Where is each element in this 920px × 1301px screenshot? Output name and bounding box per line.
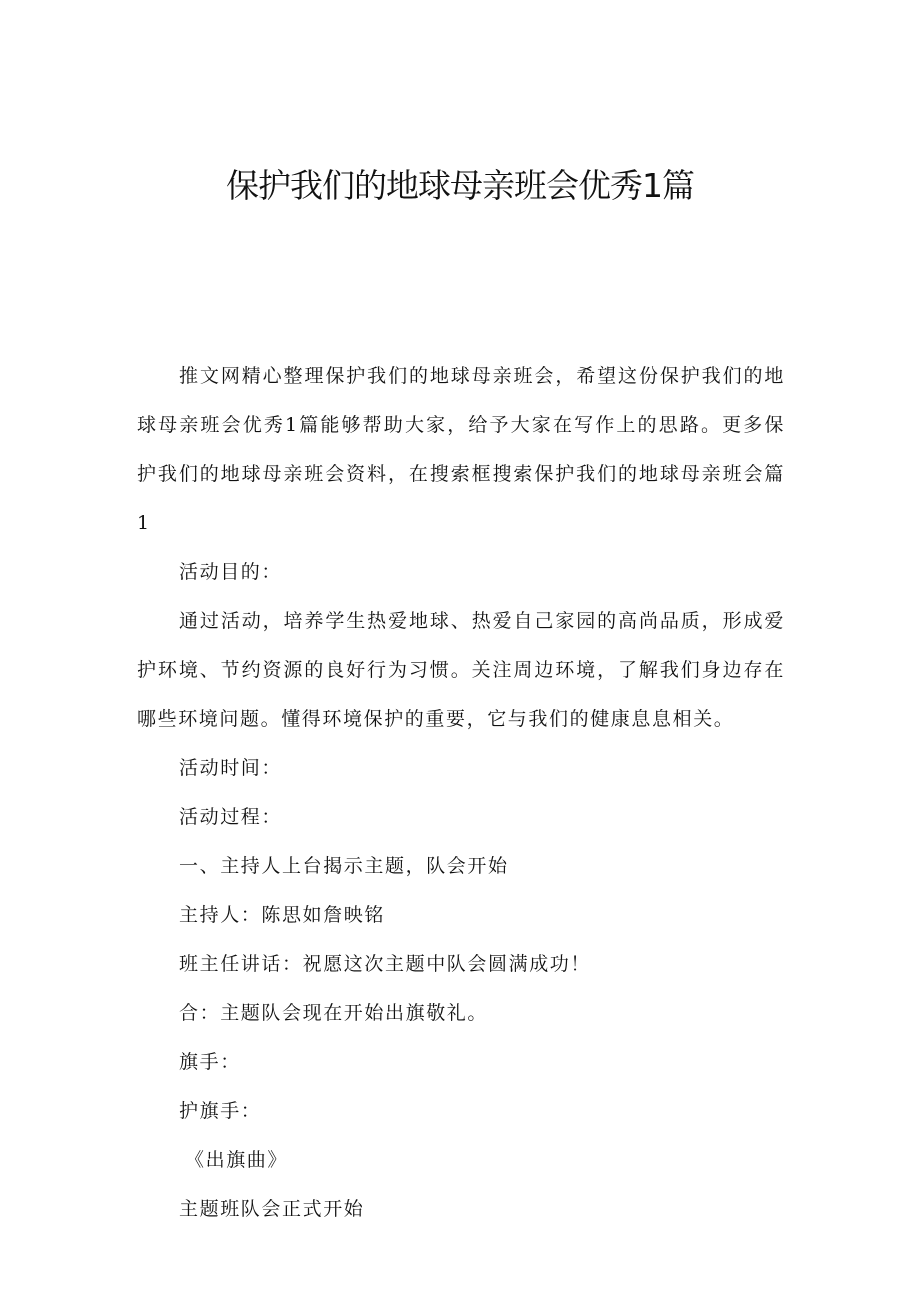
formal-start-line: 主题班队会正式开始 — [179, 1198, 365, 1220]
process-heading: 活动过程： — [179, 806, 283, 828]
flag-guard-line: 护旗手： — [179, 1100, 262, 1122]
document-title: 保护我们的地球母亲班会优秀1篇 — [226, 166, 694, 205]
goal-heading: 活动目的： — [179, 561, 283, 583]
host-line: 主持人：陈思如詹映铭 — [179, 904, 386, 926]
document-body — [137, 352, 785, 1234]
goal-paragraph: 通过活动，培养学生热爱地球、热爱自己家园的高尚品质，形成爱护环境、节约资源的良好行为习惯。关注周边环境，了解我们身边存在哪些环境问题。懂得环境保护的重要，它与我们的健康息息相关。 — [137, 610, 785, 730]
song-title-line: 《出旗曲》 — [185, 1149, 289, 1171]
step-one-line: 一、主持人上台揭示主题，队会开始 — [179, 855, 509, 877]
flag-bearer-line: 旗手： — [179, 1051, 241, 1073]
intro-paragraph: 推文网精心整理保护我们的地球母亲班会，希望这份保护我们的地球母亲班会优秀1篇能够帮助大家，给予大家在写作上的思路。更多保护我们的地球母亲班会资料，在搜索框搜索保护我们的地球母亲班会篇1 — [137, 365, 785, 534]
time-heading: 活动时间： — [179, 757, 283, 779]
teacher-speech-line: 班主任讲话：祝愿这次主题中队会圆满成功！ — [179, 953, 592, 975]
together-line: 合：主题队会现在开始出旗敬礼。 — [179, 1002, 489, 1024]
